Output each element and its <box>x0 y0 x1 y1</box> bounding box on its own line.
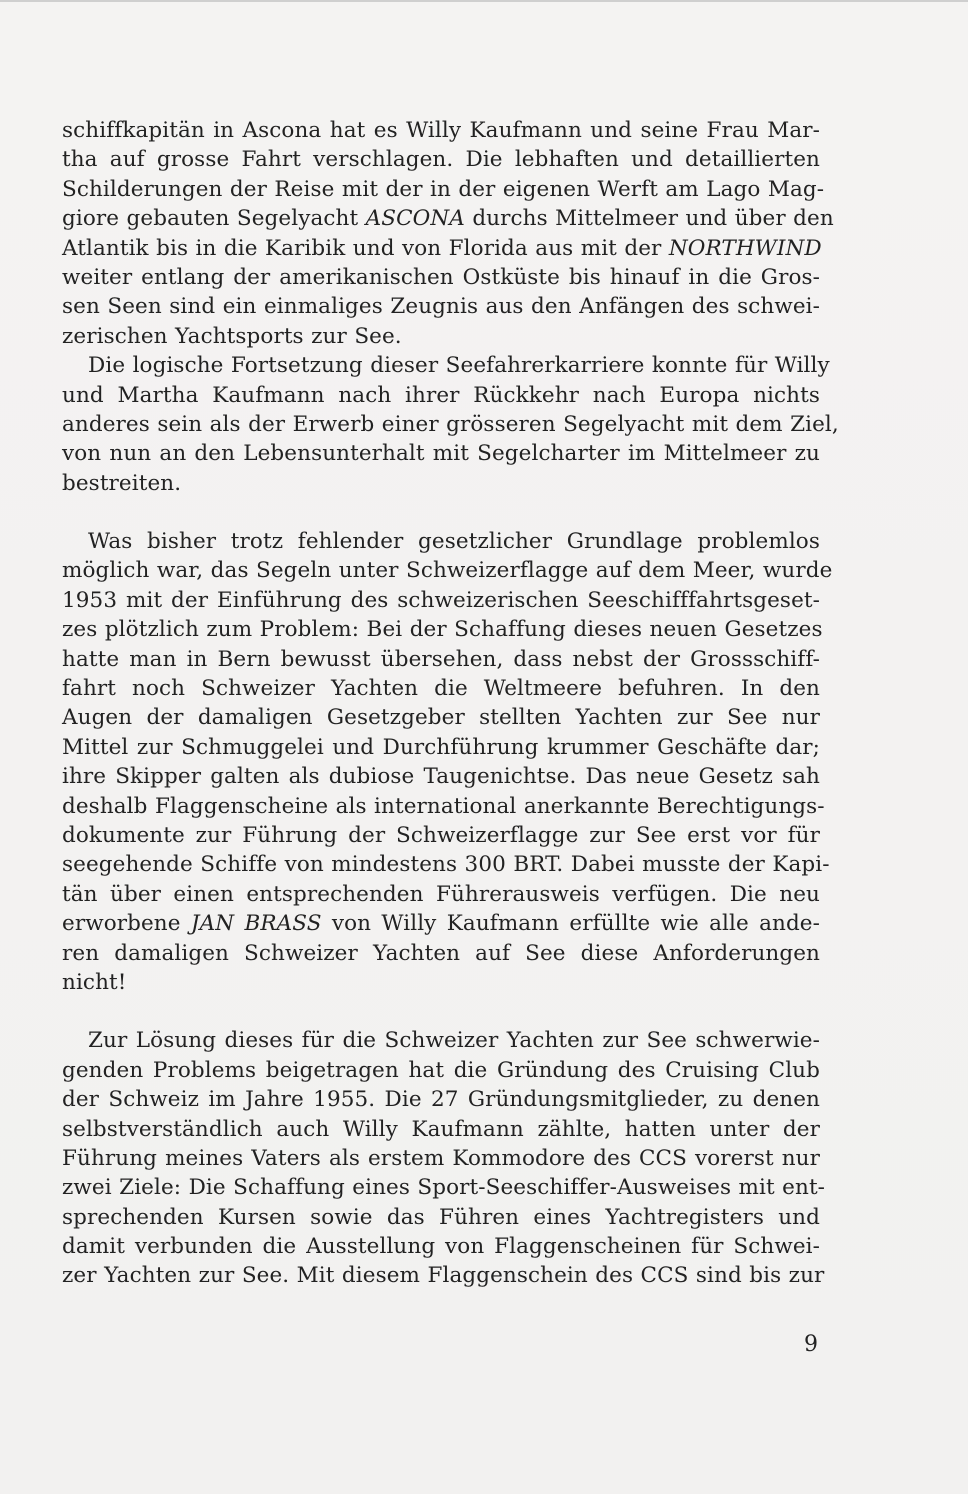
page-top-edge <box>0 0 968 2</box>
vessel-name: NORTHWIND <box>668 235 822 261</box>
paragraph-4 <box>62 1026 826 1291</box>
text-line: Zur Lösung dieses für die Schweizer Yachten zur See schwerwie- <box>88 1028 820 1054</box>
text-line: damit verbunden die Ausstellung von Flaggenscheinen für Schwei- <box>62 1234 820 1260</box>
vessel-name: JAN BRASS <box>190 911 322 937</box>
body-text <box>62 116 839 1291</box>
text-line: zes plötzlich zum Problem: Bei der Schaffung dieses neuen Gesetzes <box>62 617 823 643</box>
text-line: von nun an den Lebensunterhalt mit Segelcharter im Mittelmeer zu <box>62 441 820 467</box>
text-line: möglich war, das Segeln unter Schweizerflagge auf dem Meer, wurde <box>62 558 833 584</box>
text-line: zer Yachten zur See. Mit diesem Flaggenschein des CCS sind bis zur <box>62 1263 825 1289</box>
text-line: genden Problems beigetragen hat die Gründung des Cruising Club <box>62 1057 820 1083</box>
text-line: sprechenden Kursen sowie das Führen eines Yachtregisters und <box>62 1204 820 1230</box>
text-line: nicht! <box>62 969 127 995</box>
text-line: deshalb Flaggenscheine als international anerkannte Berechtigungs- <box>62 793 825 819</box>
text-line: Führung meines Vaters als erstem Kommodore des CCS vorerst nur <box>62 1145 820 1171</box>
text-line: ren damaligen Schweizer Yachten auf See diese Anforderungen <box>62 940 820 966</box>
text-line: zwei Ziele: Die Schaffung eines Sport-Seeschiffer-Ausweises mit ent- <box>62 1175 826 1201</box>
text-line: weiter entlang der amerikanischen Ostküste bis hinauf in die Gros- <box>62 264 820 290</box>
text-line: anderes sein als der Erwerb einer grösseren Segelyacht mit dem Ziel, <box>62 411 839 437</box>
text-line: giore gebauten Segelyacht ASCONA durchs Mittelmeer und über den <box>62 206 834 232</box>
text-line: 1953 mit der Einführung des schweizerischen Seeschifffahrtsgeset- <box>62 587 820 613</box>
text-line: Mittel zur Schmuggelei und Durchführung krummer Geschäfte dar; <box>62 734 820 760</box>
paragraph-2 <box>62 351 839 498</box>
text-line: Die logische Fortsetzung dieser Seefahrerkarriere konnte für Willy <box>88 353 830 379</box>
text-line: dokumente zur Führung der Schweizerflagge zur See erst vor für <box>62 822 820 848</box>
text-line: der Schweiz im Jahre 1955. Die 27 Gründungsmitglieder, zu denen <box>62 1087 820 1113</box>
text-line: ihre Skipper galten als dubiose Taugenichtse. Das neue Gesetz sah <box>62 764 820 790</box>
text-line: Was bisher trotz fehlender gesetzlicher Grundlage problemlos <box>88 529 820 555</box>
text-line: Atlantik bis in die Karibik und von Florida aus mit der NORTHWIND <box>62 235 822 261</box>
text-line: und Martha Kaufmann nach ihrer Rückkehr nach Europa nichts <box>62 382 820 408</box>
text-line: Augen der damaligen Gesetzgeber stellten Yachten zur See nur <box>62 705 820 731</box>
text-line: zerischen Yachtsports zur See. <box>62 323 402 349</box>
text-line: tha auf grosse Fahrt verschlagen. Die lebhaften und detaillierten <box>62 147 820 173</box>
text-line: selbstverständlich auch Willy Kaufmann zählte, hatten unter der <box>62 1116 820 1142</box>
text-line: hatte man in Bern bewusst übersehen, dass nebst der Grossschiff- <box>62 646 820 672</box>
page-number: 9 <box>804 1332 818 1357</box>
text-line: schiffkapitän in Ascona hat es Willy Kaufmann und seine Frau Mar- <box>62 118 820 143</box>
paragraph-1 <box>62 116 834 351</box>
text-line: bestreiten. <box>62 470 182 496</box>
text-line: erworbene JAN BRASS von Willy Kaufmann erfüllte wie alle ande- <box>62 911 820 937</box>
vessel-name: ASCONA <box>365 206 465 232</box>
text-line: sen Seen sind ein einmaliges Zeugnis aus den Anfängen des schwei- <box>62 294 820 320</box>
paragraph-3 <box>62 527 833 997</box>
text-line: Schilderungen der Reise mit der in der eigenen Werft am Lago Mag- <box>62 176 825 202</box>
text-line: tän über einen entsprechenden Führerausweis verfügen. Die neu <box>62 881 820 907</box>
text-line: fahrt noch Schweizer Yachten die Weltmeere befuhren. In den <box>62 676 820 702</box>
text-line: seegehende Schiffe von mindestens 300 BRT. Dabei musste der Kapi- <box>62 852 830 878</box>
